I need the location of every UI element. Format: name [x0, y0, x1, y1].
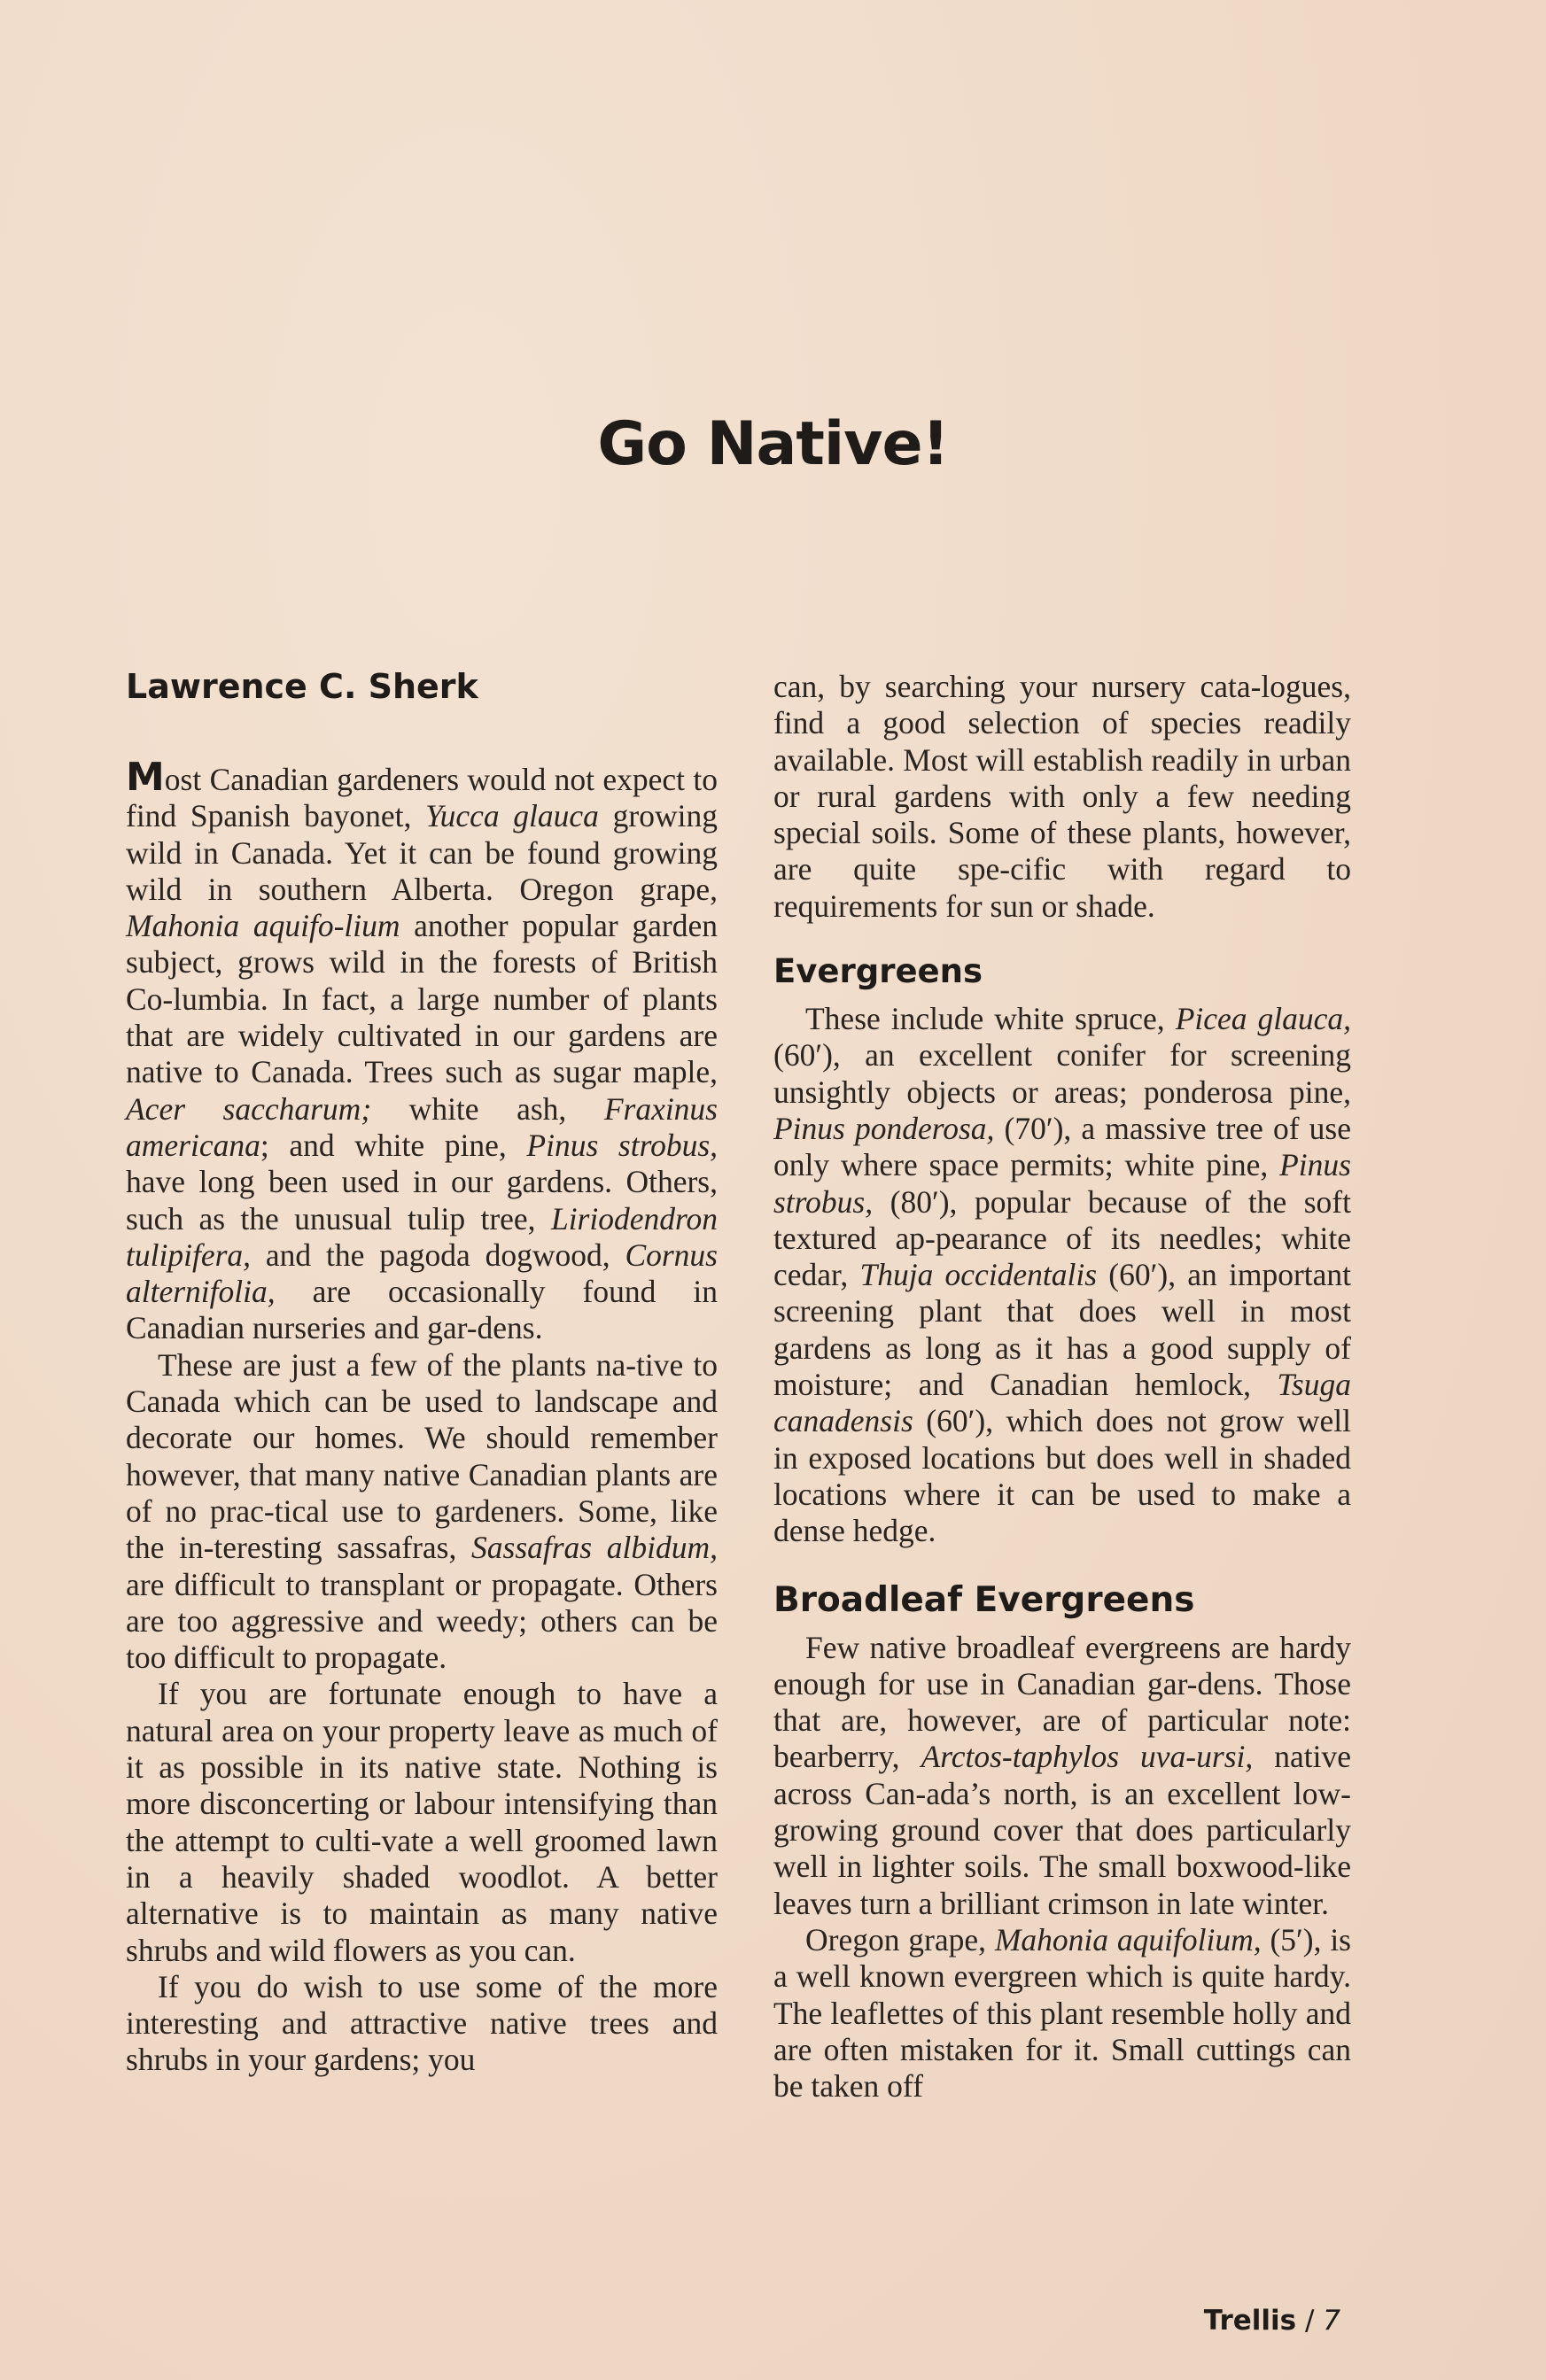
text-run: white ash,: [371, 1090, 604, 1127]
right-column: [773, 669, 1351, 2105]
text-run: These are just a few of the plants na-tive to Canada which can be used to landscape and decorate our homes. We should remember however, that many native Canadian plants are of no prac-tical use to gardeners. Some, like the in-teresting sassafras,: [126, 1346, 718, 1566]
paragraph: If you do wish to use some of the more interesting and attractive native trees and shrubs in your gardens; you: [126, 1968, 718, 2078]
drop-cap: M: [126, 755, 165, 800]
species-name: Pinus strobus,: [526, 1127, 719, 1163]
species-name: Fraxinus americana: [126, 1090, 718, 1163]
text-run: (60′), an excellent conifer for screening unsightly objects or areas; ponderosa pine,: [773, 1037, 1351, 1110]
species-name: Pinus ponderosa,: [773, 1110, 995, 1146]
text-run: another popular garden subject, grows wild in the forests of British Co-lumbia. In fact, a large number of plants that are widely cultivated in our gardens are native to Canada. Trees such as sugar maple,: [126, 908, 718, 1090]
species-name: Mahonia aquifolium,: [994, 1921, 1262, 1957]
text-run: have long been used in our gardens. Others, such as the unusual tulip tree,: [126, 1164, 718, 1237]
paragraph: can, by searching your nursery cata-logues, find a good selection of species readily available. Most will establish readily in urban or rural gardens with only a few needing special soils. Some of these plants, however, are quite spe-cific with regard to requirements for sun or shade.: [773, 669, 1351, 924]
species-name: Thuja occidentalis: [859, 1257, 1098, 1293]
text-run: These include white spruce,: [805, 1001, 1176, 1037]
text-run: (70′), a massive tree of use only where space permits; white pine,: [773, 1110, 1351, 1183]
text-run: ; and white pine,: [260, 1127, 527, 1163]
species-name: Sassafras albidum,: [471, 1530, 718, 1566]
text-run: (5′), is a well known evergreen which is quite hardy. The leaflettes of this plant resemble holly and are often mistaken for it. Small cuttings can be taken off: [773, 1921, 1351, 2105]
author-byline: Lawrence C. Sherk: [126, 667, 478, 706]
text-run: Oregon grape,: [805, 1921, 995, 1957]
paragraph: If you are fortunate enough to have a natural area on your property leave as much of it as possible in its native state. Nothing is more disconcerting or labour intensifying than the attempt to culti-vate a well groomed lawn in a heavily shaded woodlot. A better alternative is to maintain as many native shrubs and wild flowers as you can.: [126, 1676, 718, 1968]
text-run: ost Canadian gardeners would not expect to find Spanish bayonet,: [126, 762, 718, 834]
species-name: Picea glauca,: [1175, 1001, 1351, 1037]
paragraph: [126, 1347, 718, 1677]
species-name: Acer saccharum;: [126, 1090, 372, 1127]
text-run: (60′), an important screening plant that does well in most gardens as long as it has a good supply of moisture; and Canadian hemlock,: [773, 1257, 1351, 1403]
species-name: Mahonia aquifo-lium: [126, 908, 400, 944]
paragraph: [773, 1630, 1351, 1922]
section-heading-evergreens: Evergreens: [773, 952, 983, 991]
text-run: are difficult to transplant or propagate. Others are too aggressive and weedy; others can be too difficult to propagate.: [126, 1566, 718, 1676]
text-run: native across Can-ada’s north, is an excellent low-growing ground cover that does particularly well in lighter soils. The small boxwood-like leaves turn a brilliant crimson in late winter.: [773, 1739, 1351, 1921]
text-run: and the pagoda dogwood,: [251, 1237, 625, 1273]
species-name: Arctos-taphylos uva-ursi,: [921, 1739, 1254, 1775]
page-footer: [1204, 2305, 1340, 2337]
page-number: 7: [1323, 2305, 1340, 2337]
paragraph: [773, 1001, 1351, 1549]
species-name: Cornus alternifolia,: [126, 1237, 718, 1310]
species-name: Tsuga canadensis: [773, 1367, 1351, 1439]
text-run: (80′), popular because of the soft textured ap-pearance of its needles; white cedar,: [773, 1183, 1351, 1293]
text-run: growing wild in Canada. Yet it can be found growing wild in southern Alberta. Oregon grape,: [126, 798, 718, 907]
section-heading-broadleaf-evergreens: Broadleaf Evergreens: [773, 1579, 1195, 1620]
left-column: [126, 664, 718, 2079]
paragraph: [126, 755, 719, 1347]
text-run: Few native broadleaf evergreens are hardy enough for use in Canadian gar-dens. Those that are, however, are of particular note: bearberry,: [773, 1629, 1351, 1775]
species-name: Pinus strobus,: [773, 1147, 1351, 1220]
article-title: Go Native!: [597, 409, 949, 479]
text-run: are occasionally found in Canadian nurseries and gar-dens.: [126, 1274, 718, 1346]
paragraph: [773, 1922, 1351, 2105]
footer-separator: /: [1296, 2305, 1324, 2337]
species-name: Liriodendron tulipifera,: [126, 1200, 718, 1273]
publication-name: Trellis: [1203, 2305, 1297, 2337]
species-name: Yucca glauca: [425, 798, 599, 834]
text-run: (60′), which does not grow well in exposed locations but does well in shaded locations where it can be used to make a dense hedge.: [773, 1403, 1351, 1549]
